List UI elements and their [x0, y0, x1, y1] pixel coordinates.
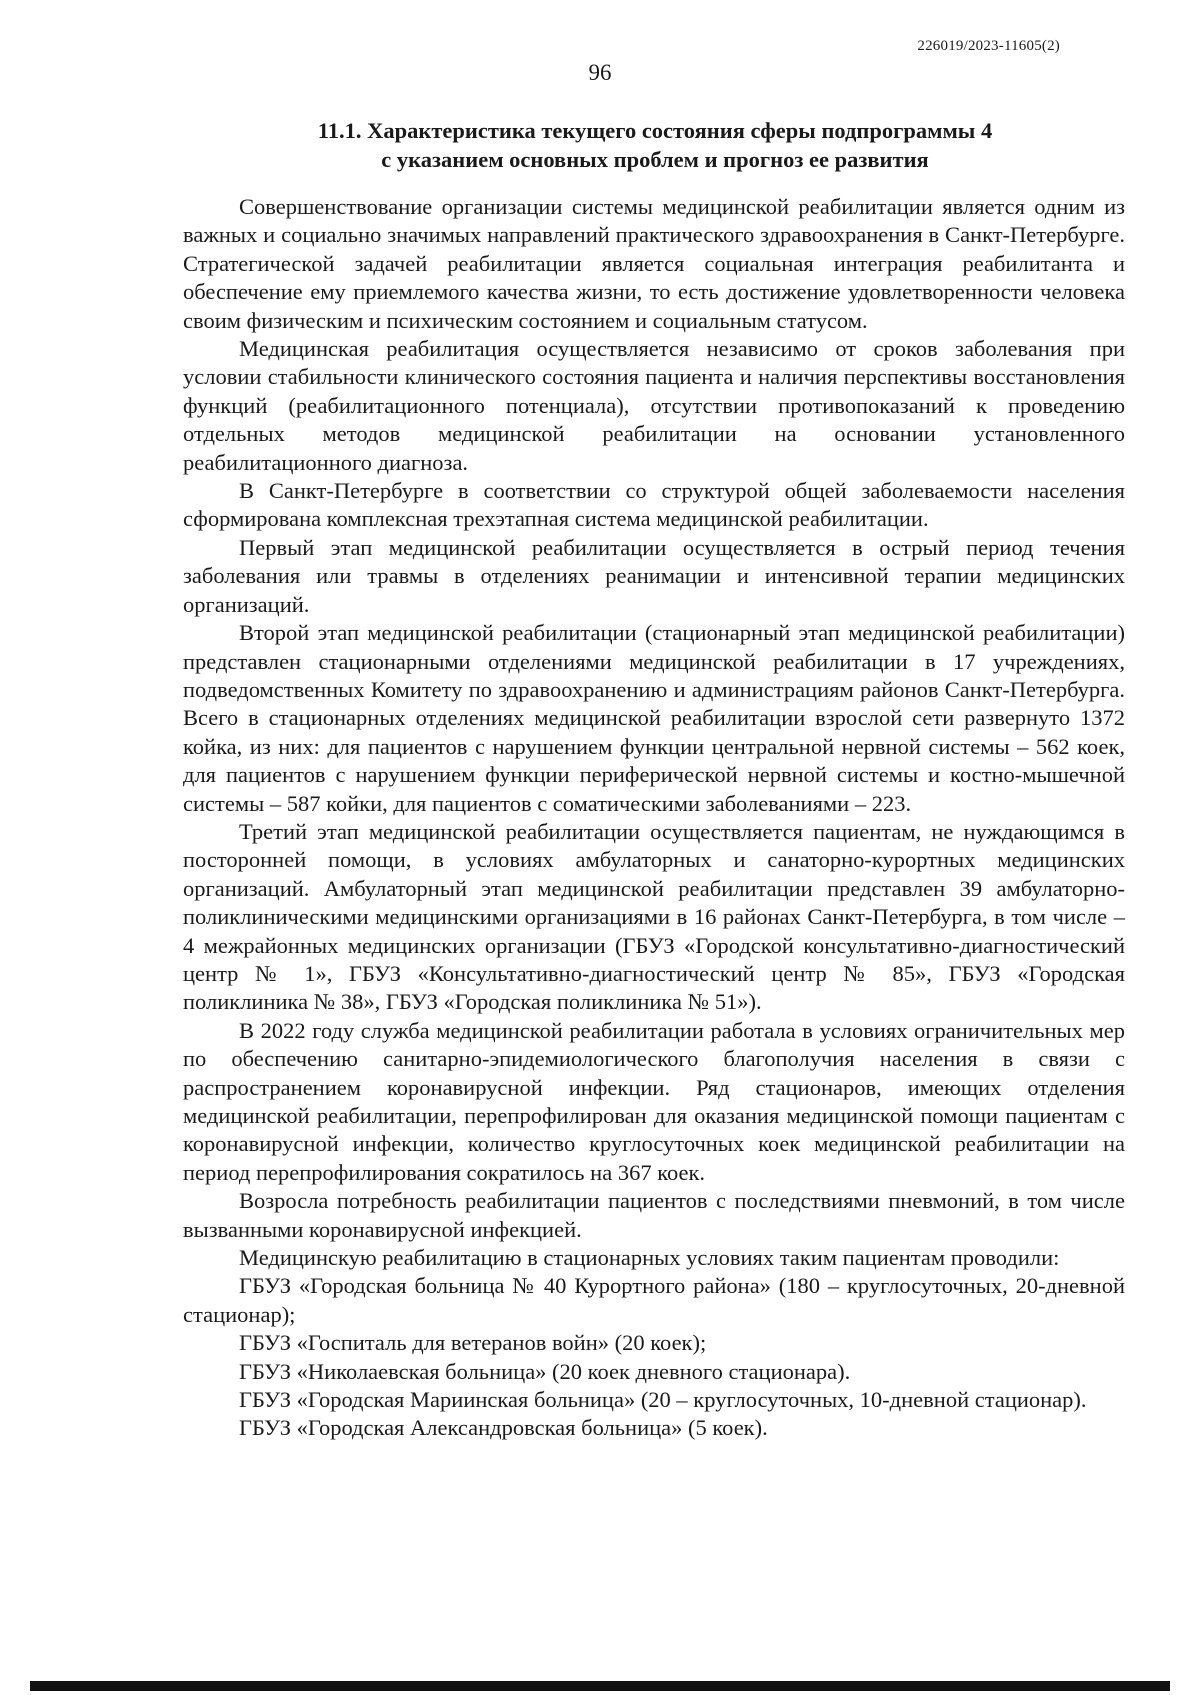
scan-bottom-edge: [30, 1681, 1170, 1691]
list-item: ГБУЗ «Городская Александровская больница» (5 коек).: [239, 1415, 768, 1441]
paragraph: Совершенствование организации системы медицинской реабилитации является одним из важных и социально значимых направлений практического здравоохранения в Санкт-Петербурге. Стратегической задачей реабилитации является социальная интеграция реабилитанта и обеспечение ему приемлемого качества жизни, то есть достижение удовлетворенности человека своим физическим и психическим состоянием и социальным статусом.: [183, 194, 1125, 333]
section-title-line-2: с указанием основных проблем и прогноз ее развития: [381, 147, 929, 172]
paragraph: Медицинская реабилитация осуществляется независимо от сроков заболевания при условии стабильности клинического состояния пациента и наличия перспективы восстановления функций (реабилитационного потенциала), отсутствии противопоказаний к проведению отдельных методов медицинской реабилитации на основании установленного реабилитационного диагноза.: [183, 336, 1125, 475]
list-item: ГБУЗ «Городская больница № 40 Курортного района» (180 – круглосуточных, 20-дневной стационар);: [183, 1273, 1125, 1327]
list-item: ГБУЗ «Госпиталь для ветеранов войн» (20 коек);: [239, 1330, 707, 1356]
paragraph: В 2022 году служба медицинской реабилитации работала в условиях ограничительных мер по обеспечению санитарно-эпидемиологического благополучия населения в связи с распространением коронавирусной инфекции. Ряд стационаров, имеющих отделения медицинской реабилитации, перепрофилирован для оказания медицинской помощи пациентам с коронавирусной инфекции, количество круглосуточных коек медицинской реабилитации на период перепрофилирования сократилось на 367 коек.: [183, 1017, 1125, 1185]
paragraph: Возросла потребность реабилитации пациентов с последствиями пневмоний, в том числе вызванными коронавирусной инфекцией.: [183, 1188, 1125, 1242]
paragraph: Второй этап медицинской реабилитации (стационарный этап медицинской реабилитации) представлен стационарными отделениями медицинской реабилитации в 17 учреждениях, подведомственных Комитету по здравоохранению и администрациям районов Санкт-Петербурга. Всего в стационарных отделениях медицинской реабилитации взрослой сети развернуто 1372 койка, из них: для пациентов с нарушением функции центральной нервной системы – 562 коек, для пациентов с нарушением функции периферической нервной системы и костно-мышечной системы – 587 койки, для пациентов с соматическими заболеваниями – 223.: [183, 620, 1125, 816]
paragraph: Первый этап медицинской реабилитации осуществляется в острый период течения заболевания или травмы в отделениях реанимации и интенсивной терапии медицинских организаций.: [183, 534, 1125, 617]
document-body: [183, 193, 1125, 1443]
list-item: ГБУЗ «Городская Мариинская больница» (20 – круглосуточных, 10-дневной стационар).: [239, 1387, 1087, 1413]
paragraph: Медицинскую реабилитацию в стационарных условиях таким пациентам проводили:: [239, 1245, 1060, 1271]
page-number: 96: [588, 60, 612, 85]
document-registration-number: 226019/2023-11605(2): [917, 38, 1060, 54]
section-title: [185, 116, 1125, 174]
section-title-line-1: 11.1. Характеристика текущего состояния сферы подпрограммы 4: [317, 118, 993, 143]
paragraph: В Санкт-Петербурге в соответствии со структурой общей заболеваемости населения сформирована комплексная трехэтапная система медицинской реабилитации.: [183, 478, 1125, 532]
list-item: ГБУЗ «Николаевская больница» (20 коек дневного стационара).: [239, 1358, 851, 1384]
paragraph: Третий этап медицинской реабилитации осуществляется пациентам, не нуждающимся в посторонней помощи, в условиях амбулаторных и санаторно-курортных медицинских организаций. Амбулаторный этап медицинской реабилитации представлен 39 амбулаторно-поликлиническими медицинскими организациями в 16 районах Санкт-Петербурга, в том числе – 4 межрайонных медицинских организации (ГБУЗ «Городской консультативно-диагностический центр № 1», ГБУЗ «Консультативно-диагностический центр № 85», ГБУЗ «Городская поликлиника № 38», ГБУЗ «Городская поликлиника № 51»).: [183, 818, 1125, 1015]
